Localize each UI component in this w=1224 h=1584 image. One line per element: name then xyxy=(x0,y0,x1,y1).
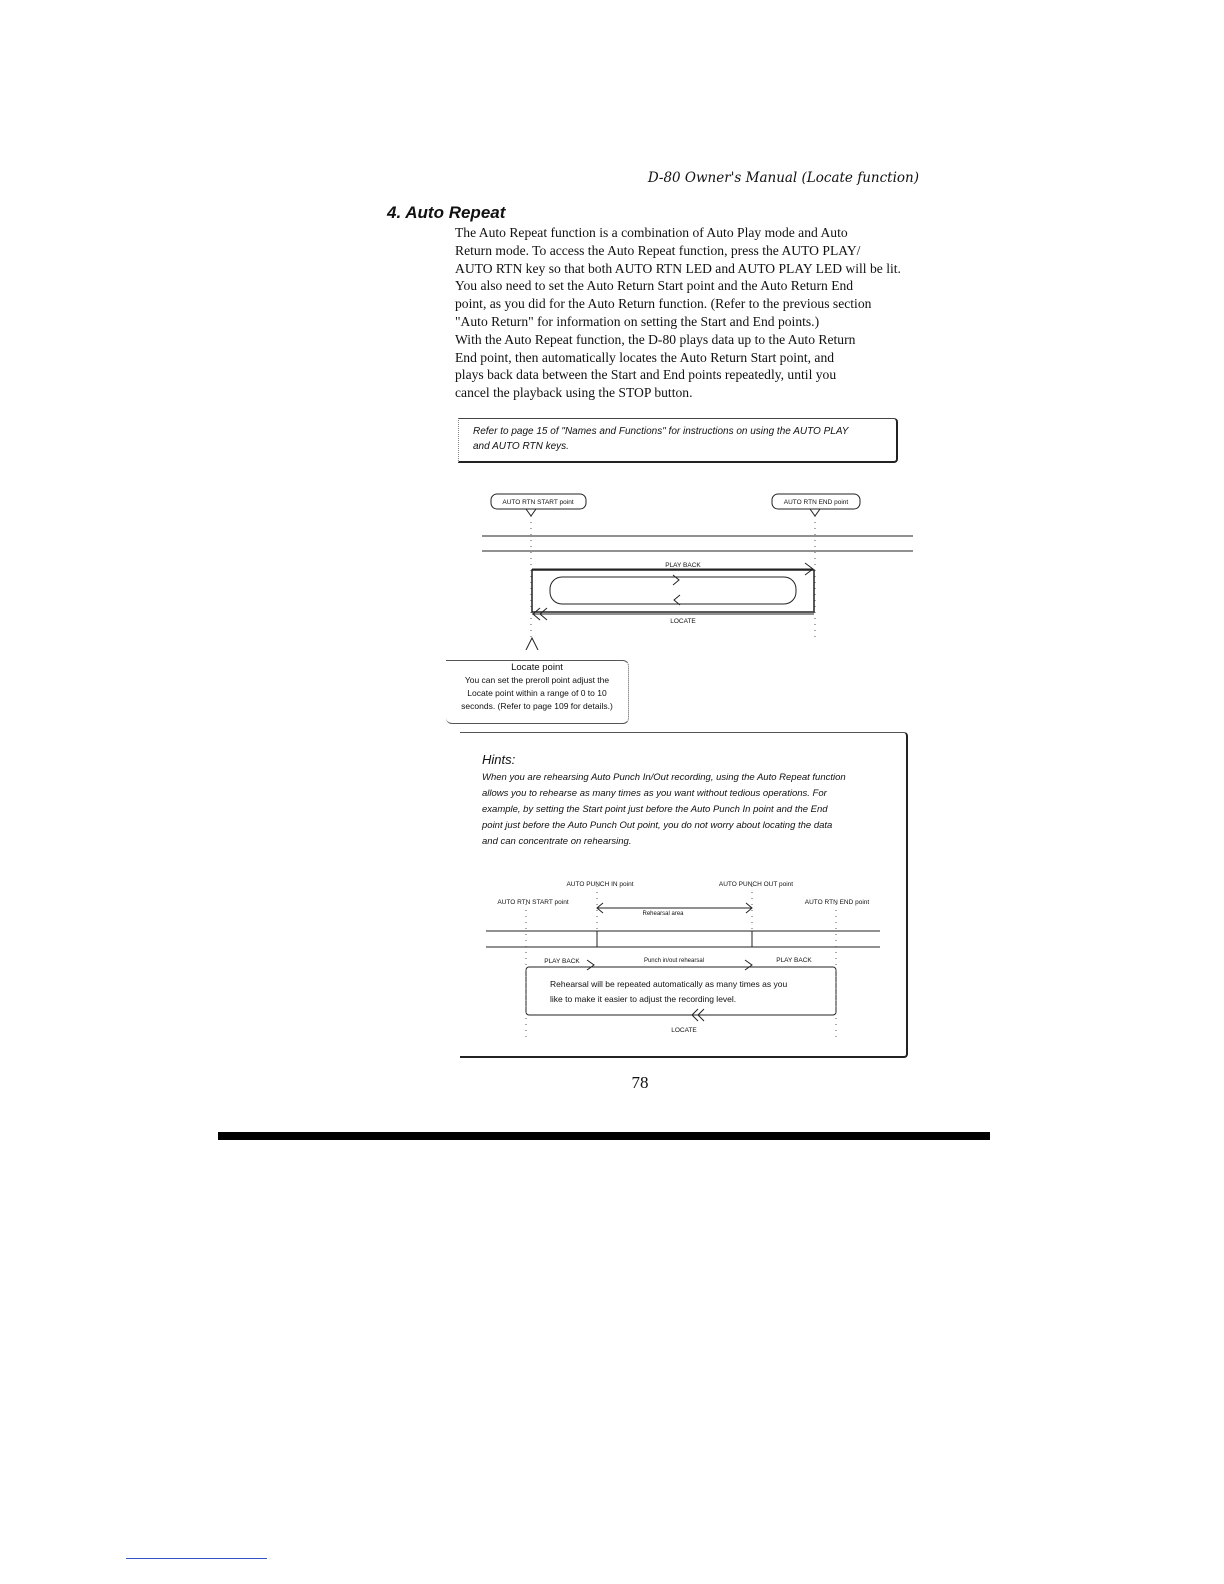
ref-note-line: Refer to page 15 of "Names and Functions" for instructions on using the AUTO PLAY xyxy=(473,426,849,437)
playback-left-label: PLAY BACK xyxy=(544,958,580,965)
body-line: The Auto Repeat function is a combination of Auto Play mode and Auto xyxy=(455,225,848,240)
playback-left-arrowhead xyxy=(587,960,594,970)
locate-label: LOCATE xyxy=(671,1027,697,1034)
loop-path xyxy=(550,577,796,604)
hints-line: and can concentrate on rehearsing. xyxy=(482,836,632,847)
start-point-label: AUTO RTN START point xyxy=(502,499,574,506)
body-line: AUTO RTN key so that both AUTO RTN LED and AUTO PLAY LED will be lit. xyxy=(455,260,901,276)
playback-label: PLAY BACK xyxy=(665,562,701,569)
locate-point-line: You can set the preroll point adjust the xyxy=(464,675,610,685)
footer-blue-rule xyxy=(126,1558,267,1559)
hints-line: allows you to rehearse as many times as you want without tedious operations. For xyxy=(482,788,827,799)
locate-point-line: seconds. (Refer to page 109 for details.) xyxy=(461,701,613,711)
ref-note-line: and AUTO RTN keys. xyxy=(473,441,569,452)
reference-note-box xyxy=(458,418,898,463)
body-line: cancel the playback using the STOP button. xyxy=(455,385,693,401)
hints-line: When you are rehearsing Auto Punch In/Out recording, using the Auto Repeat function xyxy=(482,772,846,783)
locate-point-pointer xyxy=(526,638,538,650)
body-line: End point, then automatically locates the Auto Return Start point, and xyxy=(455,349,835,365)
playback-right-arrowhead xyxy=(745,960,752,970)
rehearsal-box-line: Rehearsal will be repeated automatically as many times as you xyxy=(550,979,788,989)
end-point-label: AUTO RTN END point xyxy=(804,899,870,906)
punch-in-label: AUTO PUNCH IN point xyxy=(566,881,634,888)
playback-right-label: PLAY BACK xyxy=(776,957,812,964)
rehearsal-box-line: like to make it easier to adjust the recording level. xyxy=(550,994,737,1004)
body-line: plays back data between the Start and End points repeatedly, until you xyxy=(455,367,837,383)
body-line: "Auto Return" for information on setting the Start and End points.) xyxy=(455,313,820,329)
page-number: 78 xyxy=(631,1073,649,1092)
locate-label: LOCATE xyxy=(670,618,696,625)
start-point-label: AUTO RTN START point xyxy=(497,899,569,906)
hints-line: point just before the Auto Punch Out point, you do not worry about locating the data xyxy=(482,820,833,831)
punch-rehearsal-label: Punch in/out rehearsal xyxy=(643,958,705,964)
running-header: D-80 Owner's Manual (Locate function) xyxy=(647,170,919,186)
body-line: You also need to set the Auto Return Start point and the Auto Return End xyxy=(455,278,854,294)
end-point-label: AUTO RTN END point xyxy=(783,499,849,506)
rehearsal-area-label: Rehearsal area xyxy=(642,911,684,917)
section-title: 4. Auto Repeat xyxy=(387,203,506,222)
body-line: With the Auto Repeat function, the D-80 plays data up to the Auto Return xyxy=(455,331,856,347)
end-callout-pointer xyxy=(810,509,820,516)
punch-rehearsal-diagram xyxy=(460,870,900,1042)
locate-point-title: Locate point xyxy=(511,662,563,673)
punch-out-label: AUTO PUNCH OUT point xyxy=(718,881,794,888)
body-paragraph xyxy=(455,224,920,402)
locate-point-callout xyxy=(446,660,629,724)
start-callout-pointer xyxy=(526,509,536,516)
hints-title: Hints: xyxy=(482,752,516,767)
rehearsal-box xyxy=(526,967,836,1015)
hints-line: example, by setting the Start point just before the Auto Punch In point and the End xyxy=(482,804,828,815)
loop-frame xyxy=(532,570,814,612)
locate-point-line: Locate point within a range of 0 to 10 xyxy=(467,688,607,698)
body-line: point, as you did for the Auto Return function. (Refer to the previous section xyxy=(455,296,872,312)
auto-repeat-diagram xyxy=(440,490,920,650)
hints-text xyxy=(482,770,902,850)
body-line: Return mode. To access the Auto Repeat function, press the AUTO PLAY/ xyxy=(455,242,861,258)
page-bottom-rule xyxy=(218,1132,990,1140)
